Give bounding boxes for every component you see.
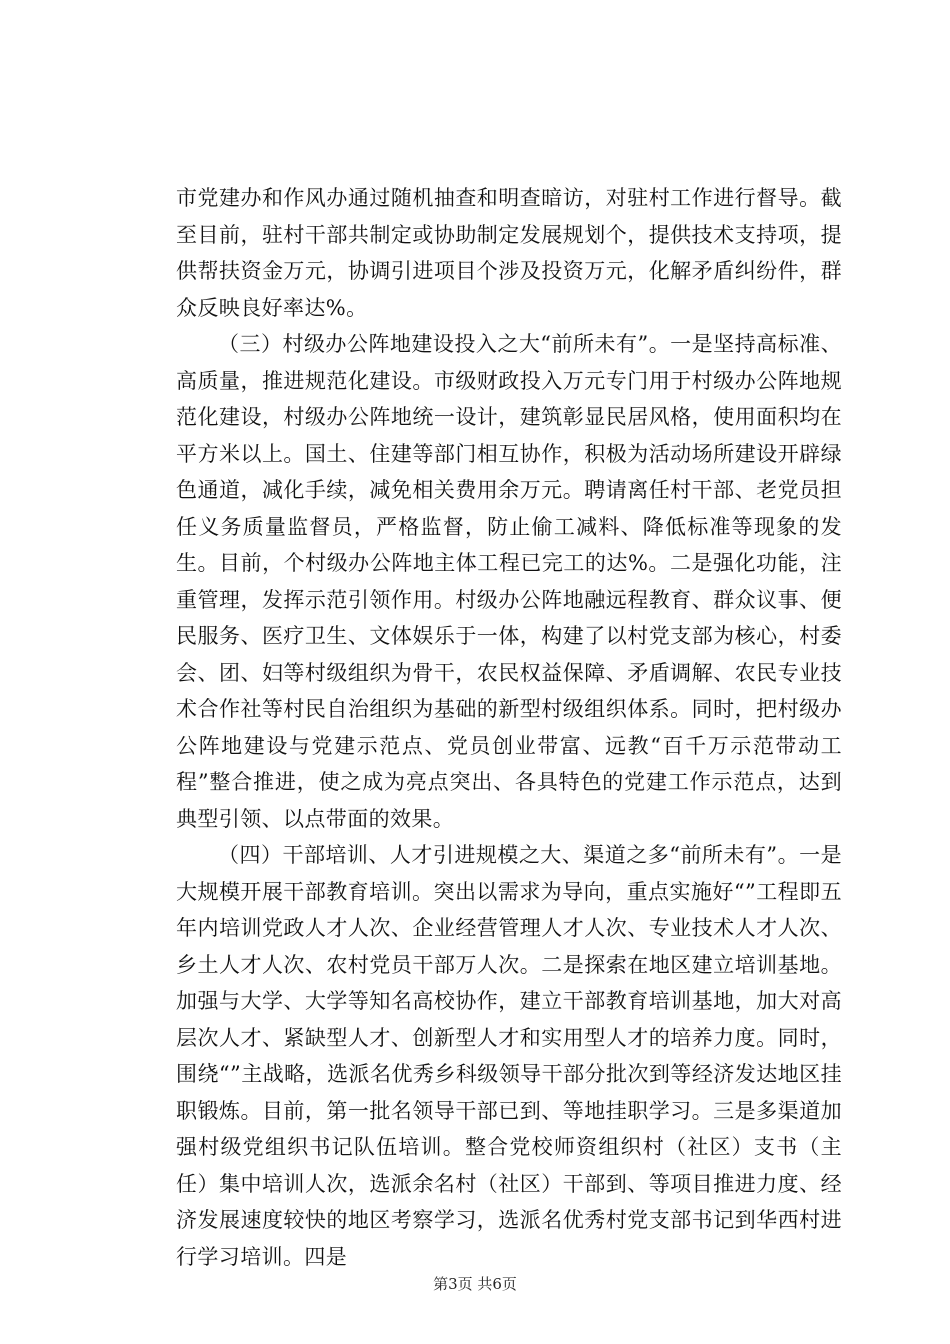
paragraph-2: （三）村级办公阵地建设投入之大“前所未有”。一是坚持高标准、高质量，推进规范化建设。市级财政投入万元专门用于村级办公阵地规范化建设，村级办公阵地统一设计，建筑彰显民居风格，使用面积均在平方米以上。国土、住建等部门相互协作，积极为活动场所建设开辟绿色通道，减化手续，减免相关费用余万元。聘请离任村干部、老党员担任义务质量监督员，严格监督，防止偷工减料、降低标准等现象的发生。目前，个村级办公阵地主体工程已完工的达%。二是强化功能，注重管理，发挥示范引领作用。村级办公阵地融远程教育、群众议事、便民服务、医疗卫生、文体娱乐于一体，构建了以村党支部为核心，村委会、团、妇等村级组织为骨干，农民权益保障、矛盾调解、农民专业技术合作社等村民自治组织为基础的新型村级组织体系。同时，把村级办公阵地建设与党建示范点、党员创业带富、远教“百千万示范带动工程”整合推进，使之成为亮点突出、各具特色的党建工作示范点，达到典型引领、以点带面的效果。 [176, 332, 842, 831]
paragraph-1: 市党建办和作风办通过随机抽查和明查暗访，对驻村工作进行督导。截至目前，驻村干部共制定或协助制定发展规划个，提供技术支持项，提供帮扶资金万元，协调引进项目个涉及投资万元，化解矛盾纠纷件，群众反映良好率达%。 [176, 186, 842, 320]
paragraph-3: （四）干部培训、人才引进规模之大、渠道之多“前所未有”。一是大规模开展干部教育培训。突出以需求为导向，重点实施好“”工程即五年内培训党政人才人次、企业经营管理人才人次、专业技术人才人次、乡土人才人次、农村党员干部万人次。二是探索在地区建立培训基地。加强与大学、大学等知名高校协作，建立干部教育培训基地，加大对高层次人才、紧缺型人才、创新型人才和实用型人才的培养力度。同时，围绕“”主战略，选派名优秀乡科级领导干部分批次到等经济发达地区挂职锻炼。目前，第一批名领导干部已到、等地挂职学习。三是多渠道加强村级党组织书记队伍培训。整合党校师资组织村（社区）支书（主任）集中培训人次，选派余名村（社区）干部到、等项目推进力度、经济发展速度较快的地区考察学习，选派名优秀村党支部书记到华西村进行学习培训。四是 [176, 843, 842, 1269]
document-body [176, 180, 842, 1275]
page-number-footer: 第3页 共6页 [433, 1275, 517, 1293]
